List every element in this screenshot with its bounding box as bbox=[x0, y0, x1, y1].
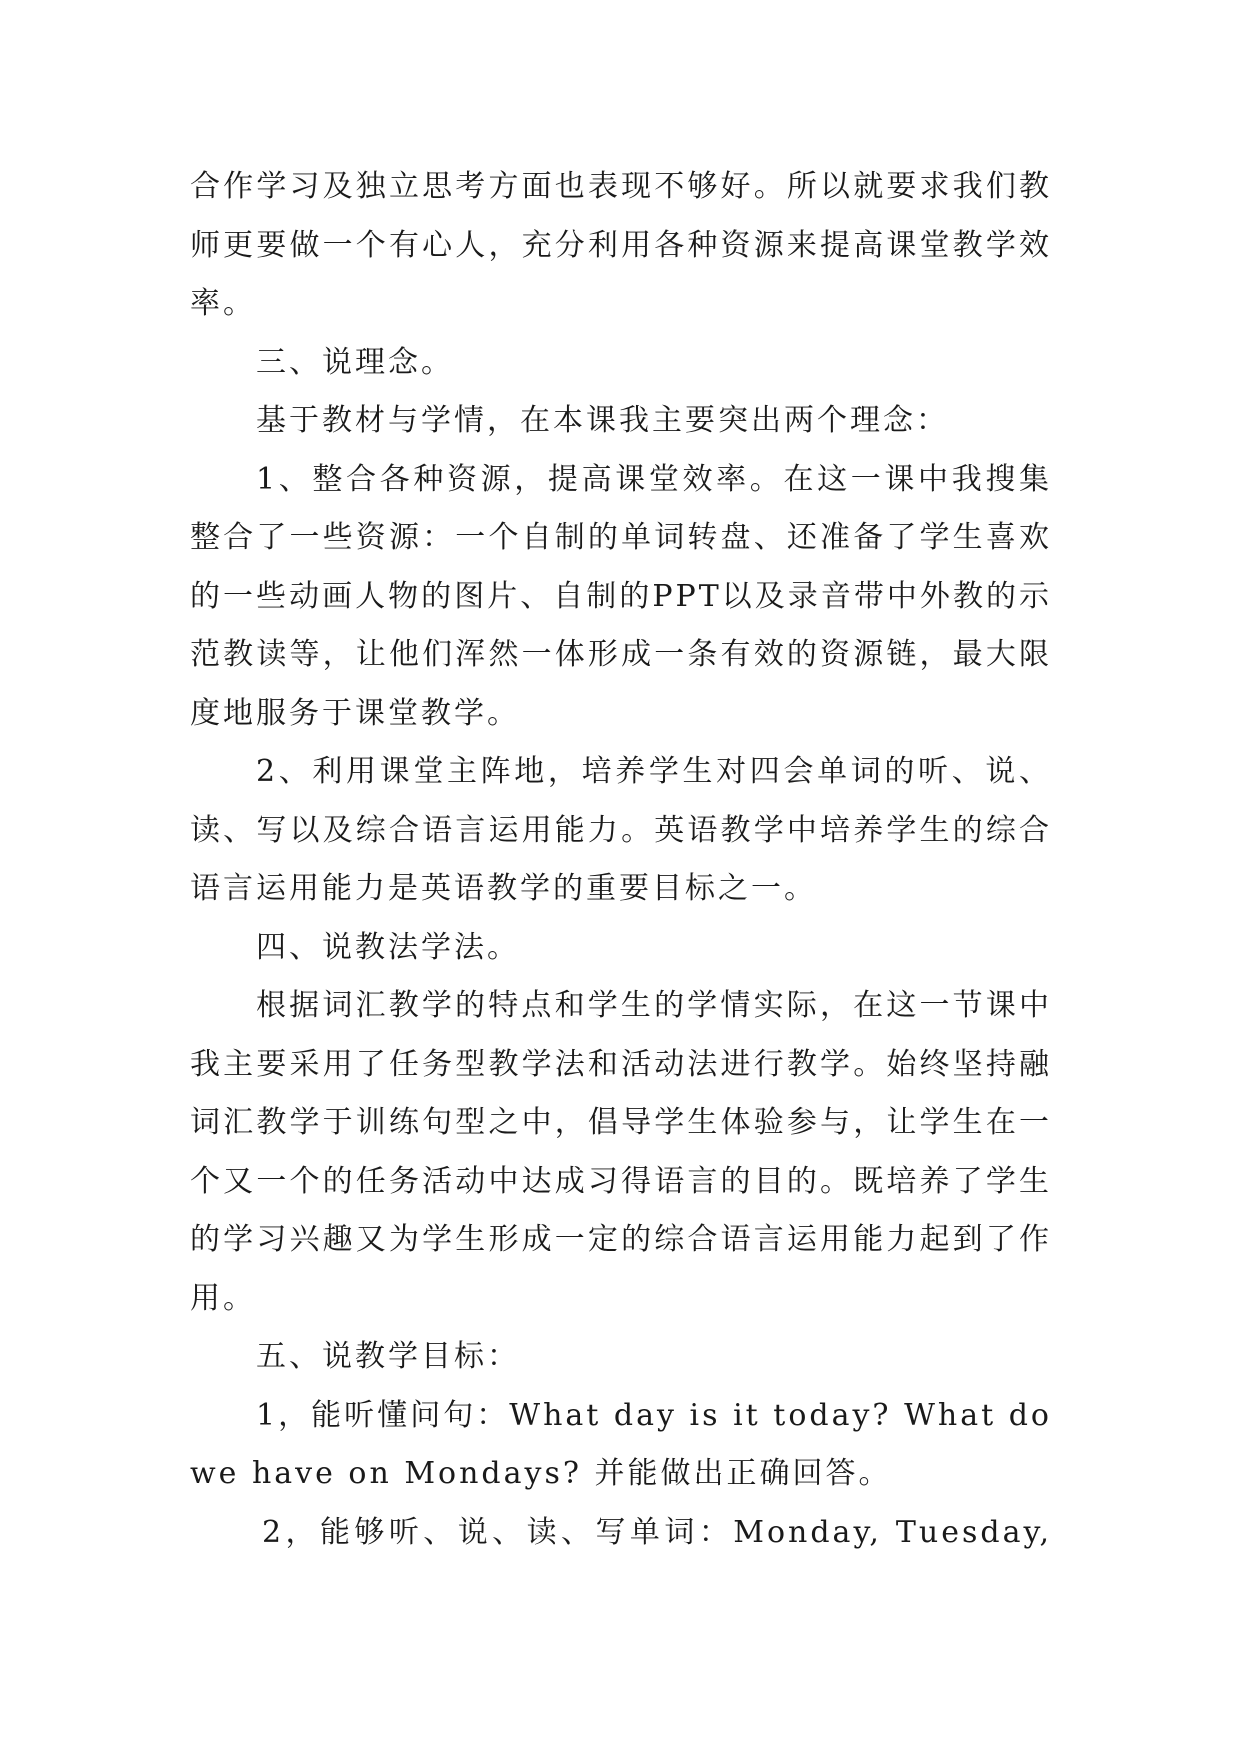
paragraph-concept-1: 1、整合各种资源，提高课堂效率。在这一课中我搜集整合了一些资源：一个自制的单词转盘、还准备了学生喜欢的一些动画人物的图片、自制的PPT以及录音带中外教的示范教读等，让他们浑然一体形成一条有效的资源链，最大限度地服务于课堂教学。 bbox=[190, 461, 1052, 731]
document-body bbox=[190, 158, 1052, 1562]
paragraph-objective-2: 2，能够听、说、读、写单词：Monday, Tuesday, bbox=[262, 1514, 1052, 1550]
paragraph-continuation: 合作学习及独立思考方面也表现不够好。所以就要求我们教师更要做一个有心人，充分利用各种资源来提高课堂教学效率。 bbox=[190, 169, 1052, 321]
paragraph-concept-intro: 基于教材与学情，在本课我主要突出两个理念： bbox=[256, 403, 949, 438]
paragraph-concept-2: 2、利用课堂主阵地，培养学生对四会单词的听、说、读、写以及综合语言运用能力。英语教学中培养学生的综合语言运用能力是英语教学的重要目标之一。 bbox=[190, 754, 1052, 906]
section-heading-methods: 四、说教法学法。 bbox=[256, 929, 520, 965]
section-heading-concept: 三、说理念。 bbox=[256, 344, 454, 380]
section-heading-objectives: 五、说教学目标： bbox=[256, 1339, 520, 1374]
paragraph-objective-1: 1，能听懂问句：What day is it today? What do we have on Mondays? 并能做出正确回答。 bbox=[190, 1397, 1052, 1491]
paragraph-methods: 根据词汇教学的特点和学生的学情实际，在这一节课中我主要采用了任务型教学法和活动法进行教学。始终坚持融词汇教学于训练句型之中，倡导学生体验参与，让学生在一个又一个的任务活动中达成习得语言的目的。既培养了学生的学习兴趣又为学生形成一定的综合语言运用能力起到了作用。 bbox=[190, 988, 1052, 1316]
